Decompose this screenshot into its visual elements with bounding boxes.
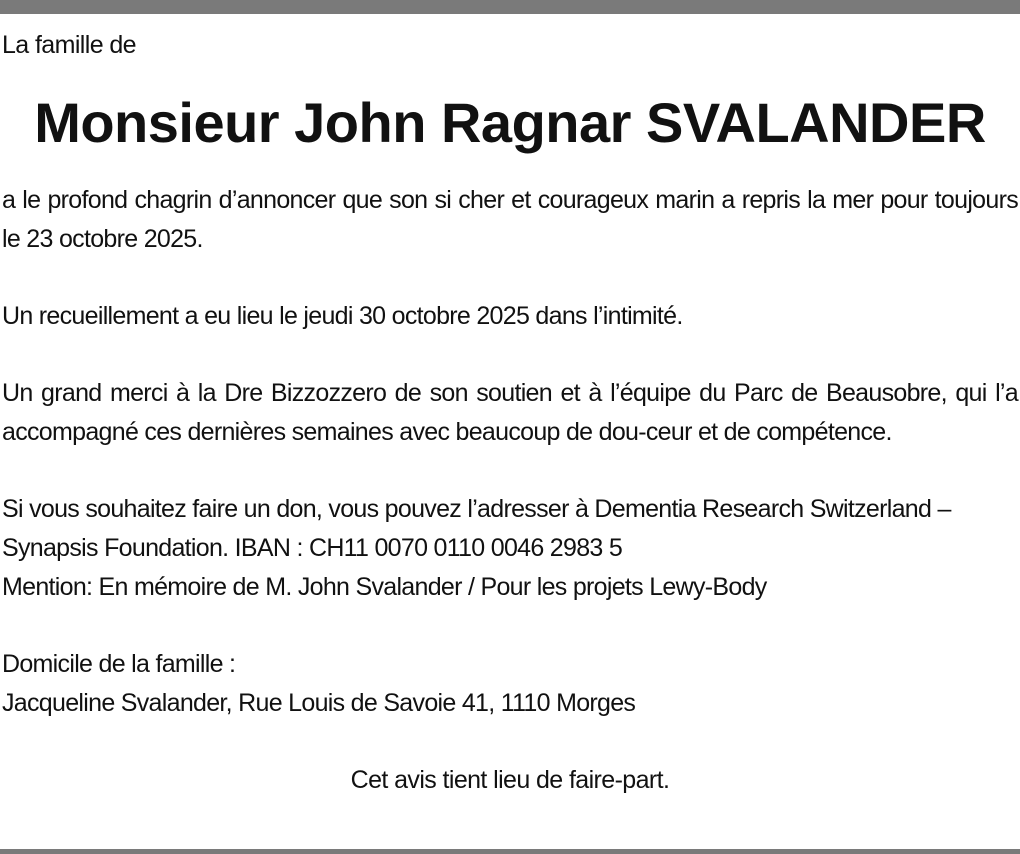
donation-paragraph: Si vous souhaitez faire un don, vous pouvez l’adresser à Dementia Research Switzerland – Synapsis Foundation. IBAN : CH11 0070 0110 0046 2983 5 Mention: En mémoire de M. John Svalander / Pour les projets Lewy-Body bbox=[2, 495, 951, 601]
deceased-name: Monsieur John Ragnar SVALANDER bbox=[34, 91, 986, 154]
announcement-paragraph: a le profond chagrin d’annoncer que son si cher et courageux marin a repris la mer pour toujours le 23 octobre 2025. bbox=[2, 186, 1018, 253]
family-address-paragraph: Domicile de la famille : Jacqueline Svalander, Rue Louis de Savoie 41, 1110 Morges bbox=[2, 650, 636, 717]
obituary-notice bbox=[2, 26, 1018, 800]
closing-text: Cet avis tient lieu de faire-part. bbox=[350, 766, 670, 794]
intro-text: La famille de bbox=[2, 31, 136, 59]
top-border bbox=[0, 0, 1020, 14]
thanks-paragraph: Un grand merci à la Dre Bizzozzero de son soutien et à l’équipe du Parc de Beausobre, qui l’a accompagné ces dernières semaines avec beaucoup de dou-ceur et de compétence. bbox=[2, 379, 1018, 446]
ceremony-paragraph: Un recueillement a eu lieu le jeudi 30 octobre 2025 dans l’intimité. bbox=[2, 302, 683, 330]
bottom-border bbox=[0, 849, 1020, 854]
